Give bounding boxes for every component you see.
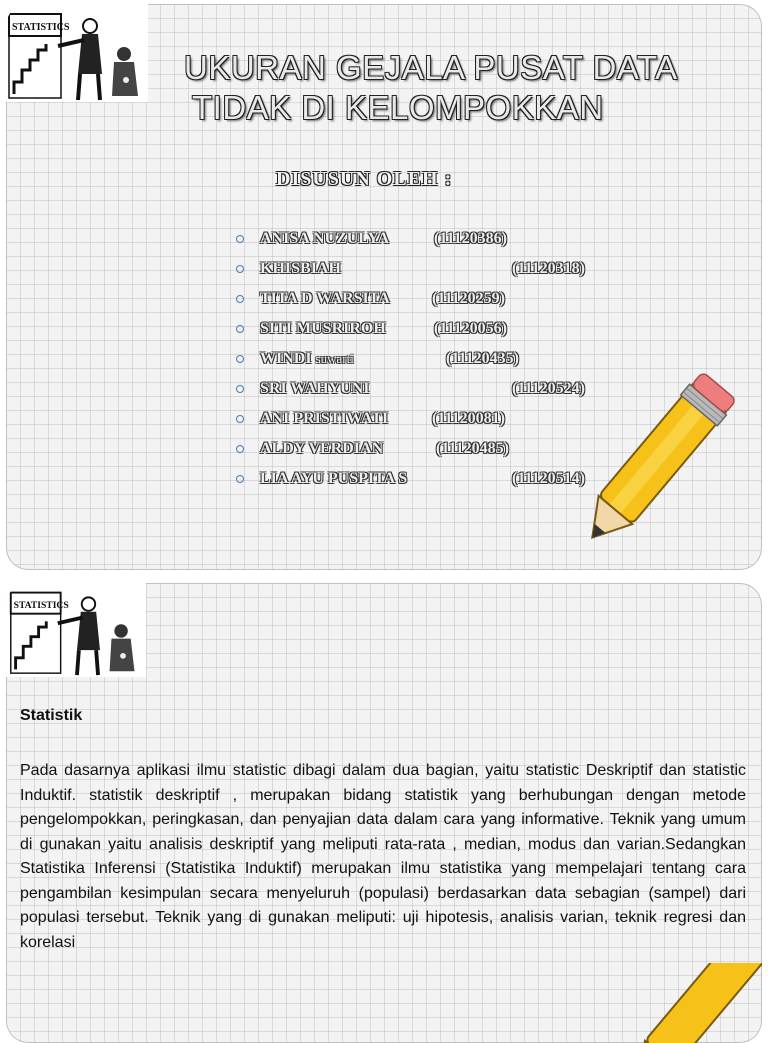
bullet-icon bbox=[236, 295, 244, 303]
title-line-1: UKURAN GEJALA PUSAT DATA bbox=[184, 49, 678, 86]
clipart-sign-text: STATISTICS bbox=[13, 599, 69, 611]
member-item bbox=[236, 290, 636, 320]
pencil-icon bbox=[606, 963, 762, 1043]
member-name-extra: suwarti bbox=[315, 351, 354, 366]
member-id: (11120081) bbox=[432, 410, 505, 427]
member-name: WINDI suwarti bbox=[260, 350, 354, 367]
member-id: (11120259) bbox=[432, 290, 505, 307]
bullet-icon bbox=[236, 265, 244, 273]
content-slide bbox=[6, 583, 762, 1043]
member-name: KHISBIAH bbox=[260, 260, 341, 277]
title-slide bbox=[6, 4, 762, 570]
member-name: ANISA NUZULYA bbox=[260, 230, 390, 247]
member-item bbox=[236, 230, 636, 260]
bullet-icon bbox=[236, 355, 244, 363]
section-heading: Statistik bbox=[20, 707, 83, 724]
bullet-icon bbox=[236, 445, 244, 453]
clipart-sign-text: STATISTICS bbox=[12, 22, 70, 33]
bullet-icon bbox=[236, 325, 244, 333]
member-id: (11120485) bbox=[436, 440, 509, 457]
member-id: (11120514) bbox=[512, 470, 585, 487]
member-id: (11120056) bbox=[434, 320, 507, 337]
pencil-icon bbox=[554, 364, 754, 559]
title-line-2: TIDAK DI KELOMPOKKAN bbox=[192, 89, 604, 126]
slide-title bbox=[184, 48, 678, 128]
statistics-presenter-clipart bbox=[6, 583, 146, 677]
bullet-icon bbox=[236, 235, 244, 243]
member-item bbox=[236, 260, 636, 290]
member-name: ALDY VERDIAN bbox=[260, 440, 384, 457]
member-name: TITA D WARSITA bbox=[260, 290, 390, 307]
bullet-icon bbox=[236, 475, 244, 483]
member-id: (11120524) bbox=[512, 380, 585, 397]
member-name: LIA AYU PUSPITA S bbox=[260, 470, 408, 487]
member-id: (11120318) bbox=[512, 260, 585, 277]
authors-heading: DISUSUN OLEH : bbox=[276, 168, 453, 190]
member-id: (11120435) bbox=[446, 350, 519, 367]
member-name: SRI WAHYUNI bbox=[260, 380, 370, 397]
member-id: (11120386) bbox=[434, 230, 507, 247]
bullet-icon bbox=[236, 415, 244, 423]
member-name: SITI MUSRIROH bbox=[260, 320, 386, 337]
statistics-presenter-clipart bbox=[6, 4, 148, 102]
member-item bbox=[236, 320, 636, 350]
bullet-icon bbox=[236, 385, 244, 393]
member-name: ANI PRISTIWATI bbox=[260, 410, 389, 427]
section-body: Pada dasarnya aplikasi ilmu statistic dibagi dalam dua bagian, yaitu statistic Deskriptif dan statistic Induktif. statistik deskriptif , merupakan bidang statistik yang berhubungan dengan metode pengelompokkan, peringkasan, dan penyajian data dalam cara yang informative. Teknik yang umum di gunakan yaitu analisis deskriptif yang meliputi rata-rata , median, modus dan varian.Sedangkan Statistika Inferensi (Statistika Induktif) merupakan ilmu statistika yang mempelajari tentang cara pengambilan kesimpulan secara menyeluruh (populasi) berdasarkan data sebagian (sampel) dari populasi tersebut. Teknik yang di gunakan meliputi: uji hipotesis, analisis varian, teknik regresi dan korelasi bbox=[20, 762, 746, 951]
